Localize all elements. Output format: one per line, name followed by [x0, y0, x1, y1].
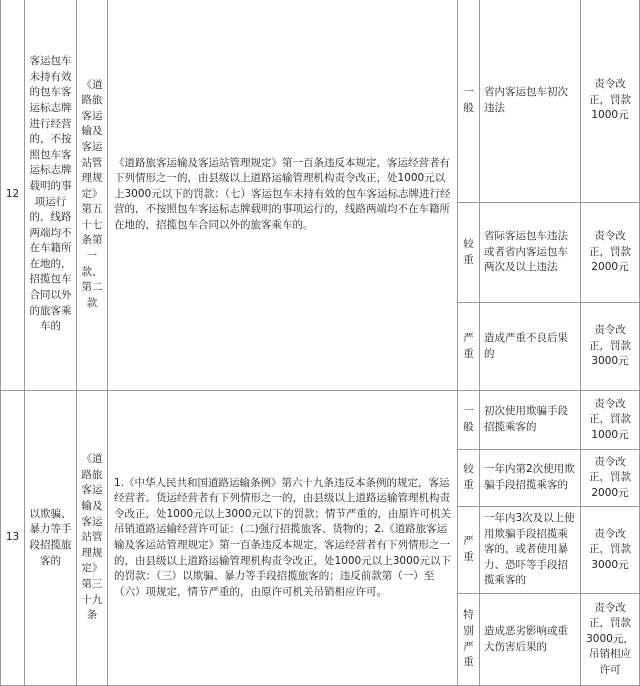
penalty-standard-cell	[580, 202, 640, 303]
severity-level-cell	[457, 506, 480, 594]
violation-item-cell	[24, 390, 77, 686]
severity-level-cell	[457, 593, 480, 686]
penalty-provision: 《道路旅客运输及客运站管理规定》第一百条违反本规定，客运经营者有下列情形之一的，由县级以上道路运输管理机构责令改正，处1000元以上3000元以下的罚款：（七）客运包车未持有效的包车客运标志牌进行经营的，不按照包车客运标志牌载明的事项运行的，线路两端均不在车籍所在地的，招揽包车合同以外的旅客乘车的。	[114, 156, 451, 231]
penalty-standard: 责令改正，罚款2000元	[589, 455, 631, 499]
severity-level-cell	[457, 449, 480, 507]
severity-level: 较重	[463, 237, 474, 266]
circumstance-cell	[479, 302, 581, 391]
severity-level-cell	[457, 302, 480, 391]
circumstance-cell	[479, 506, 581, 594]
penalty-provision-cell	[107, 390, 458, 686]
violation-item-cell	[24, 0, 77, 391]
legal-basis: 《道路旅客运输及客运站管理规定》第三十九条	[81, 453, 103, 622]
circumstance-cell	[479, 0, 581, 203]
penalty-standard-cell	[580, 0, 640, 203]
circumstance: 省内客运包车初次违法	[484, 85, 568, 114]
severity-level: 严重	[463, 535, 474, 563]
legal-basis-cell	[76, 390, 108, 686]
penalty-standard: 责令改正，罚款3000元，吊销相应许可	[586, 601, 634, 676]
circumstance-cell	[479, 202, 581, 303]
penalty-standard: 责令改正，罚款1000元	[589, 397, 631, 441]
circumstance-cell	[479, 449, 581, 507]
severity-level: 一般	[463, 405, 474, 433]
severity-level: 较重	[463, 463, 474, 491]
circumstance: 一年内第2次使用欺骗手段招揽乘客的	[484, 463, 575, 491]
circumstance: 造成恶劣影响或重大伤害后果的	[484, 624, 568, 653]
penalty-standard: 责令改正，罚款3000元	[589, 324, 631, 368]
severity-level-cell	[457, 0, 480, 203]
severity-level: 一般	[463, 85, 474, 114]
penalty-standard-cell	[580, 390, 640, 450]
penalty-standard-cell	[580, 593, 640, 686]
severity-level-cell	[457, 390, 480, 450]
row-number-cell	[0, 0, 25, 391]
penalty-standard: 责令改正，罚款3000元	[589, 527, 631, 571]
penalty-provision: 1.《中华人民共和国道路运输条例》第六十九条违反本条例的规定，客运经营者、货运经营者有下列情形之一的，由县级以上道路运输管理机构责令改正，处1000元以上3000元以下的罚款；情节严重的，由原许可机关吊销道路运输经营许可证：(二)强行招揽旅客、货物的；2.《道路旅客运输及客运站管理规定》第一百条违反本规定，客运经营者有下列情形之一的，由县级以上道路运输管理机构责令改正，处1000元以上3000元以下的罚款：（三）以欺骗、暴力等手段招揽旅客的；违反前款第（一）至（六）项规定，情节严重的，由原许可机关吊销相应许可。	[114, 476, 451, 598]
legal-basis-cell	[76, 0, 108, 391]
circumstance-cell	[479, 593, 581, 686]
legal-basis: 《道路旅客运输及客运站管理规定》第五十七条第一款、第二款	[81, 78, 103, 309]
penalty-standard-cell	[580, 506, 640, 594]
violation-item: 以欺骗、暴力等手段招揽旅客的	[29, 507, 72, 567]
penalty-provision-cell	[107, 0, 458, 391]
severity-level: 特别严重	[463, 609, 474, 669]
circumstance: 造成严重不良后果的	[484, 331, 568, 360]
penalty-standard: 责令改正，罚款1000元	[589, 78, 631, 122]
penalty-standard-cell	[580, 449, 640, 507]
severity-level: 严重	[463, 331, 474, 360]
row-number-cell	[0, 390, 25, 686]
circumstance-cell	[479, 390, 581, 450]
penalty-standard: 责令改正，罚款2000元	[589, 230, 631, 274]
violation-item: 客运包车未持有效的包车客运标志牌进行经营的，不按照包车客运标志牌载明的事项运行的，线路两端均不在车籍所在地的，招揽包车合同以外的旅客乘车的	[29, 55, 72, 333]
severity-level-cell	[457, 202, 480, 303]
circumstance: 省际客运包车违法或者省内客运包车两次及以上违法	[484, 230, 568, 274]
penalty-standard-cell	[580, 302, 640, 391]
circumstance: 初次使用欺骗手段招揽乘客的	[484, 405, 568, 433]
row-number: 13	[5, 531, 20, 544]
row-number: 12	[5, 187, 20, 200]
circumstance: 一年内3次及以上使用欺骗手段招揽乘客的，或者使用暴力、恐吓等手段招揽乘客的	[484, 512, 575, 587]
